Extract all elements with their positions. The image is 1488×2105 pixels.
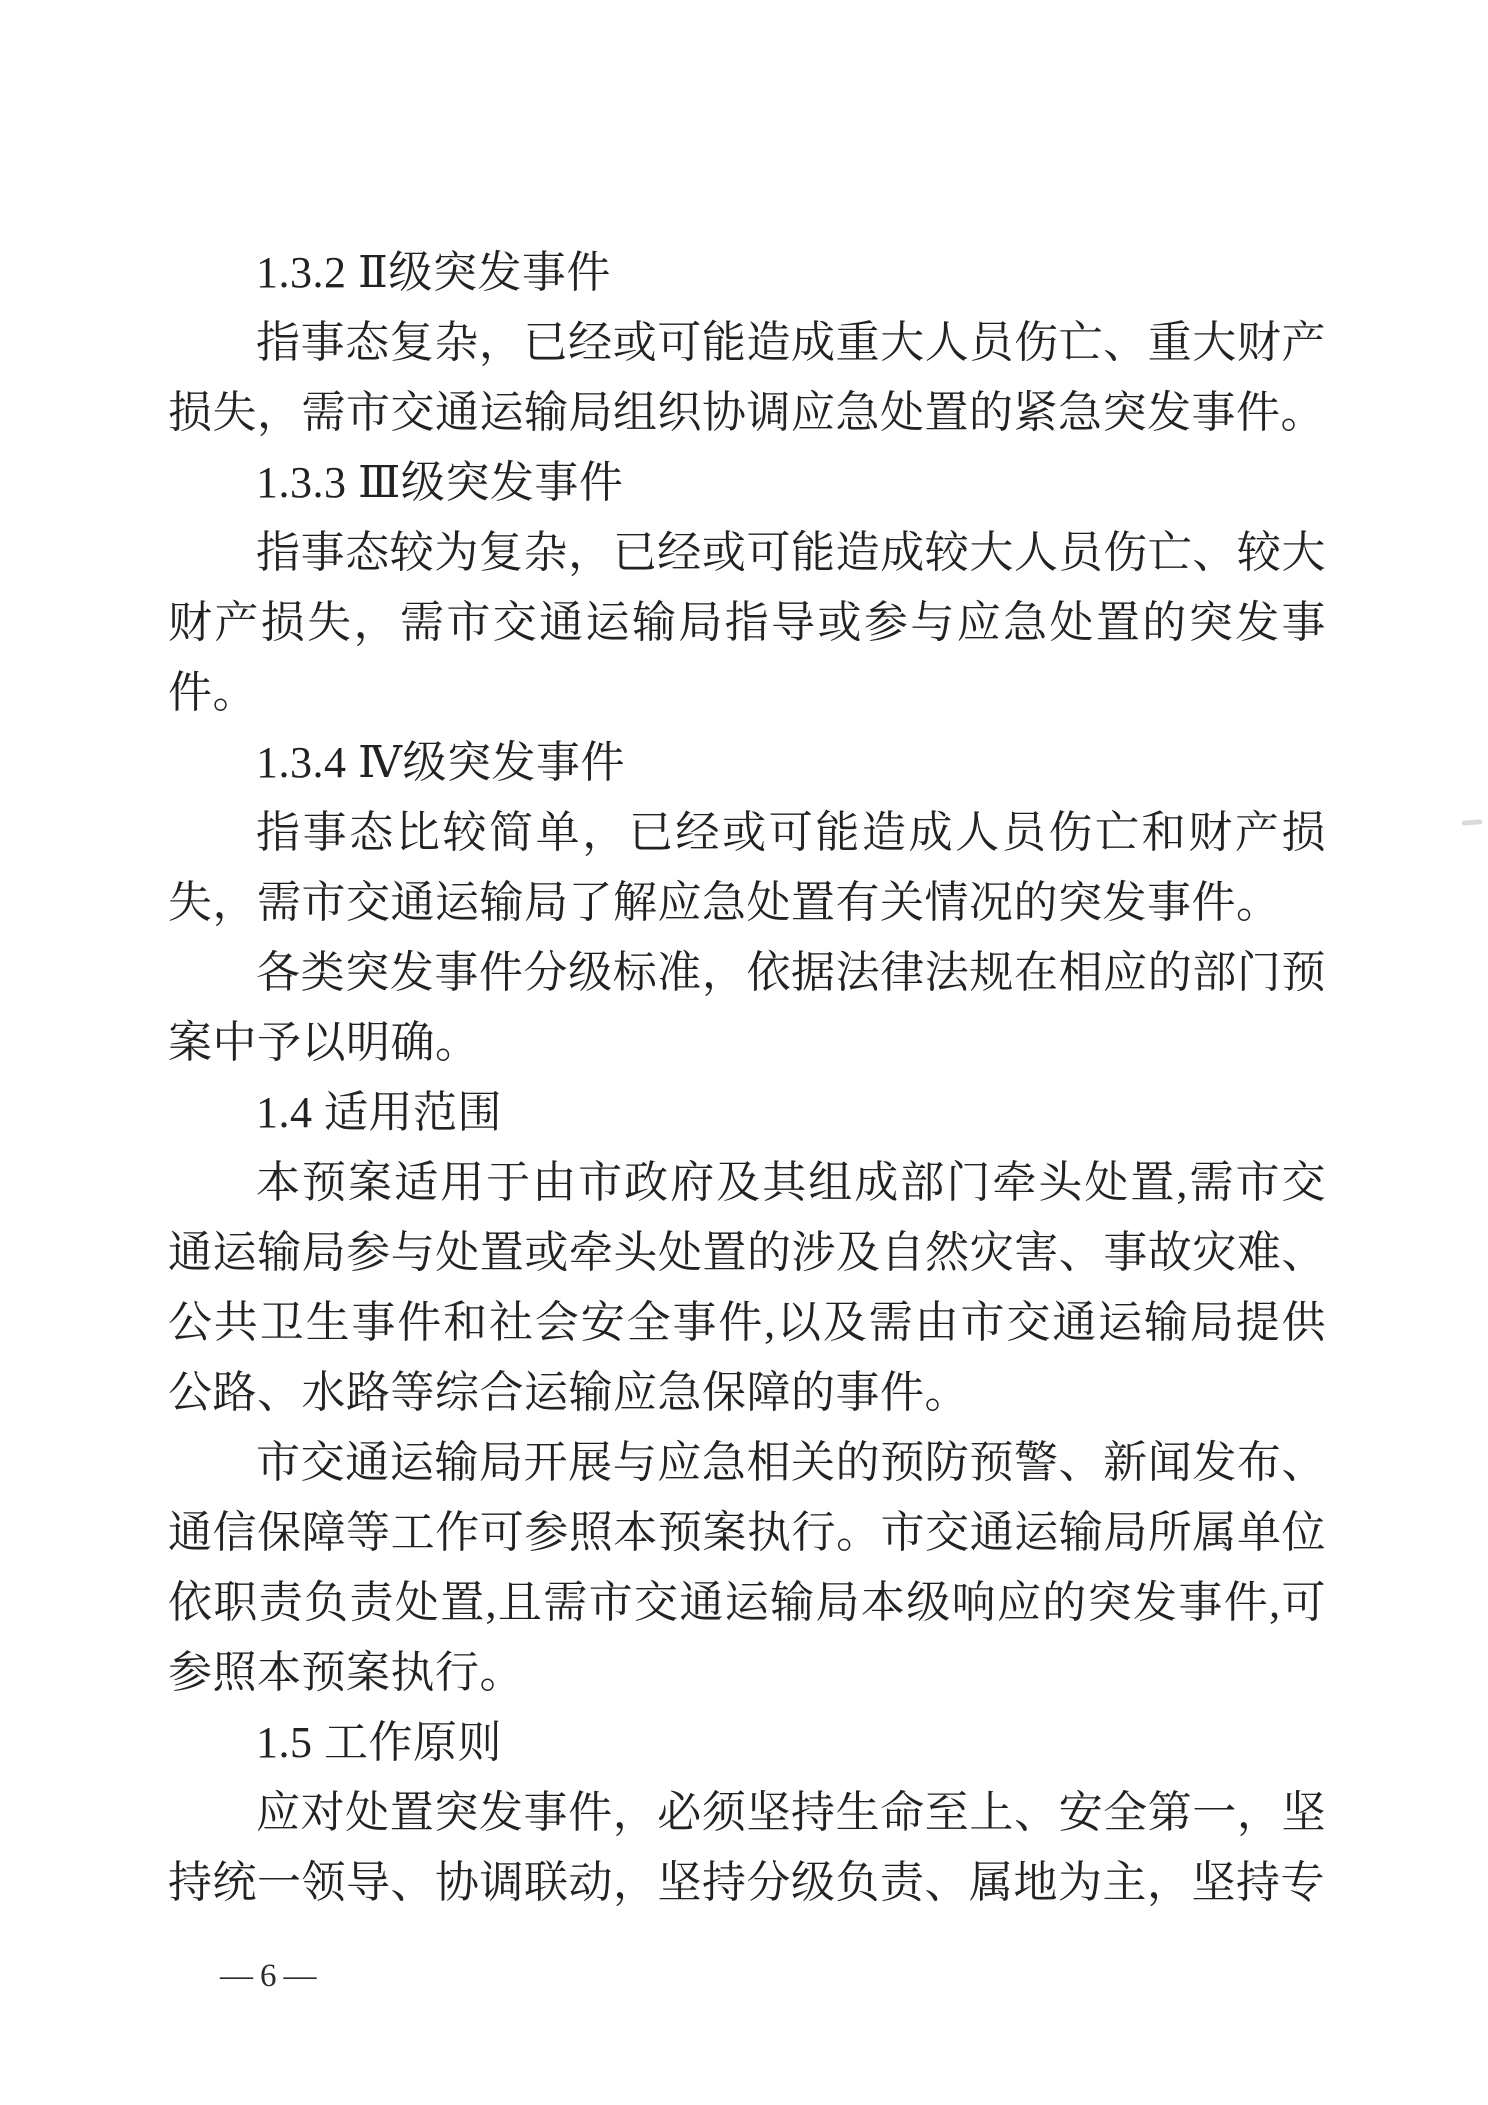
section-heading-1-4: 1.4 适用范围 xyxy=(256,1088,502,1137)
section-heading-1-3-4: 1.3.4 Ⅳ级突发事件 xyxy=(256,738,625,787)
paragraph-level2-definition: 指事态复杂，已经或可能造成重大人员伤亡、重大财产损失，需市交通运输局组织协调应急处置的紧急突发事件。 xyxy=(168,318,1326,437)
paragraph-scope-of-application: 本预案适用于由市政府及其组成部门牵头处置,需市交通运输局参与处置或牵头处置的涉及自然灾害、事故灾难、公共卫生事件和社会安全事件,以及需由市交通运输局提供公路、水路等综合运输应急保障的事件。 xyxy=(168,1158,1326,1417)
section-heading-1-5: 1.5 工作原则 xyxy=(256,1718,502,1767)
section-heading-1-3-2: 1.3.2 Ⅱ级突发事件 xyxy=(256,248,611,297)
paragraph-related-work: 市交通运输局开展与应急相关的预防预警、新闻发布、通信保障等工作可参照本预案执行。市交通运输局所属单位依职责负责处置,且需市交通运输局本级响应的突发事件,可参照本预案执行。 xyxy=(168,1438,1326,1697)
page-number: —6— xyxy=(220,1958,324,1994)
section-heading-1-3-3: 1.3.3 Ⅲ级突发事件 xyxy=(256,458,624,507)
paragraph-grading-standards: 各类突发事件分级标准，依据法律法规在相应的部门预案中予以明确。 xyxy=(168,948,1326,1067)
document-body xyxy=(168,238,1326,1918)
paragraph-level4-definition: 指事态比较简单，已经或可能造成人员伤亡和财产损失，需市交通运输局了解应急处置有关情况的突发事件。 xyxy=(168,808,1326,927)
paragraph-working-principles: 应对处置突发事件，必须坚持生命至上、安全第一，坚持统一领导、协调联动，坚持分级负责、属地为主，坚持专 xyxy=(168,1788,1326,1907)
scan-artifact-mark xyxy=(1462,819,1482,825)
paragraph-level3-definition: 指事态较为复杂，已经或可能造成较大人员伤亡、较大财产损失，需市交通运输局指导或参与应急处置的突发事件。 xyxy=(168,528,1326,717)
